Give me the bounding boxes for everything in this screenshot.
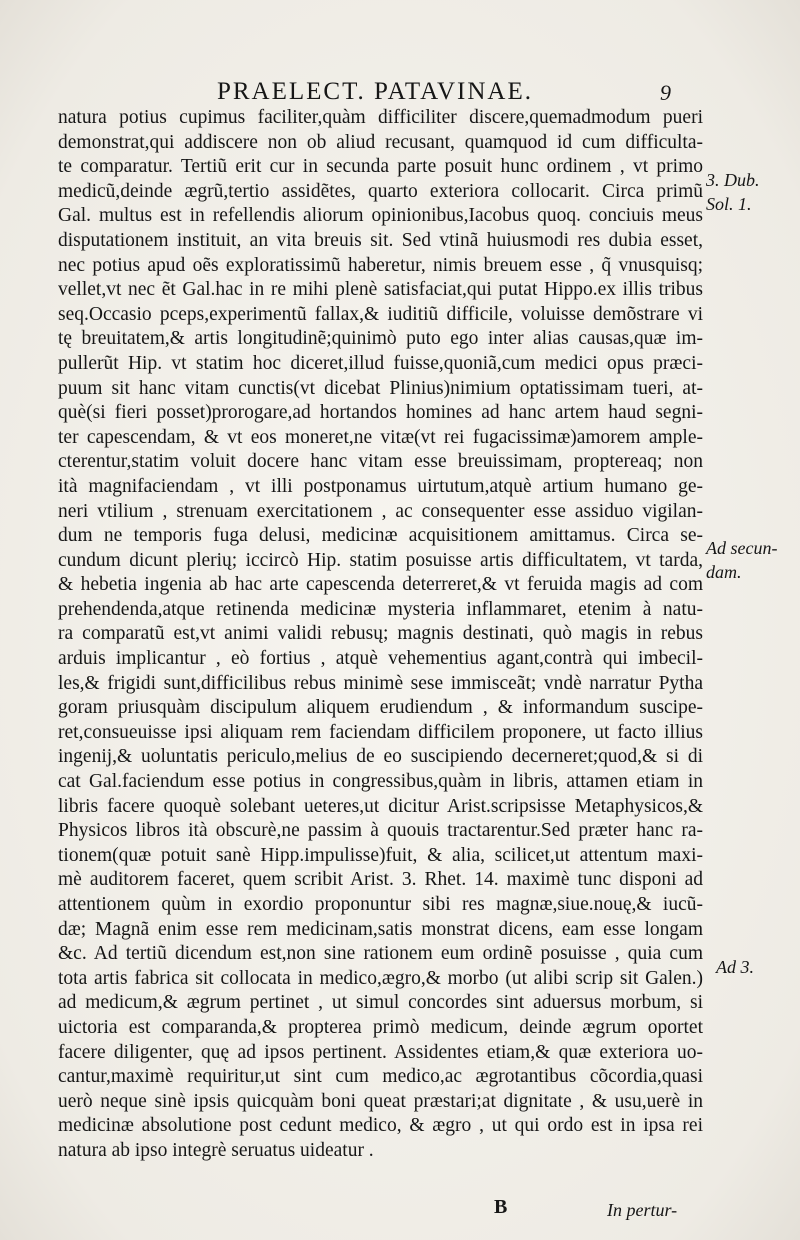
text-line: facere diligenter, quę ad ipsos pertinent. Assidentes etiam,& quæ exteriora uo- [58,1041,703,1063]
text-line: natura ab ipso integrè seruatus uideatur . [58,1139,374,1161]
text-line: cantur,maximè requiritur,ut sint cum medico,ac ægrotantibus cõcordia,quasi [58,1066,703,1088]
margin-note-ad-secundam-2: dam. [706,562,742,582]
page-number: 9 [660,80,671,105]
text-line: tionem(quæ potuit sanè Hipp.impulisse)fuit, & alia, scilicet,ut attentum maxi- [58,844,703,866]
text-line: dæ; Magnã enim esse rem medicinam,satis monstrat dicens, eam esse longam [58,918,703,940]
text-line: dum ne temporis fuga delusi, medicinæ acquisitionem amittamus. Circa se- [58,525,703,547]
text-line: arduis implicantur , eò fortius , atquè vehementius agant,contrà qui imbecil- [58,648,703,670]
text-line: attentionem quùm in exordio proponuntur sibi res magnæ,siue.nouę,& iucũ- [58,894,703,915]
margin-note-dub: 3. Dub. [706,170,760,190]
text-line: libris facere quoquè solebant ueteres,ut dicitur Arist.scripsisse Metaphysicos,& [58,795,703,817]
text-line: neri vtilium , strenuam exercitationem , ac consequenter esse assiduo vigilan- [58,500,703,522]
running-head: PRAELECT. PATAVINAE. [216,78,534,105]
margin-note-ad-secundam-1: Ad secun- [706,538,778,558]
text-line: disputationem instituit, an vita breuis sit. Sed vtinã huiusmodi res dubia esset, [58,229,703,251]
text-line: ad medicum,& ægrum pertinet , ut simul concordes sint aduersus morbum, si [58,992,703,1014]
margin-note-ad-3: Ad 3. [716,957,754,977]
body-text [58,106,703,1164]
catchword: In pertur- [607,1200,678,1220]
text-line: ità magnifaciendam , vt illi postponamus uirtutum,atquè artium humano ge- [58,475,703,497]
text-line: & hebetia ingenia ab hac arte capescenda deterreret,& vt feruida magis ad com [58,574,703,596]
text-line: medicinæ absolutione post cedunt medico, & ægro , ut qui ordo est in ipsa rei [58,1115,703,1137]
text-line: seq.Occasio pceps,experimentũ fallax,& iuditiũ difficile, voluisse demõstrare vi [58,303,703,325]
text-line: tę breuitatem,& artis longitudinẽ;quinimò puto ego inter alias causas,quæ im- [58,328,703,350]
text-line: les,& frigidi sunt,difficilibus rebus minimè sese immisceãt; vndè narratur Pytha [58,672,703,694]
text-line: medicũ,deinde ægrũ,tertio assidẽtes, quarto exteriora collocarit. Circa primũ [58,180,703,202]
text-line: mè auditorem faceret, quem scribit Arist. 3. Rhet. 14. maximè tunc disponi ad [58,869,703,891]
text-line: goram priusquàm discipulum aliquem erudiendum , & informandum suscipe- [58,697,703,719]
text-line: natura potius cupimus faciliter,quàm difficiliter discere,quemadmodum pueri [58,107,703,128]
text-line: cundum dicunt plerių; iccircò Hip. statim posuisse artis difficultatem, vt tarda, [58,549,703,571]
text-line: tota artis fabrica sit collocata in medico,ægro,& morbo (ut alibi scrip sit Galen.) [58,967,703,989]
text-line: ter capescendam, & vt eos moneret,ne vitæ(vt rei fugacissimæ)amorem ample- [58,426,703,448]
text-line: cat Gal.faciendum esse potius in congressibus,quàm in libris, attamen etiam in [58,771,703,793]
text-line: Physicos libros ità obscurè,ne passim à quouis tractarentur.Sed præter hanc ra- [58,820,703,842]
text-line: demonstrat,qui addiscere non ob aliud recusant, quamquod id cum difficulta- [58,131,703,153]
text-line: què(si fieri posset)prorogare,ad hortandos homines ad hanc artem haud segni- [58,402,703,424]
text-line: cterentur,statim voluit docere hanc vitam esse breuissimam, proptereaq; non [58,451,703,473]
text-line: ret,consueuisse ipsi aliquam rem faciendam difficilem proponere, ut facto illius [58,721,703,743]
text-line: te comparatur. Tertiũ erit cur in secunda parte posuit hunc ordinem , vt primo [58,156,703,178]
margin-note-sol: Sol. 1. [706,194,752,214]
text-line: &c. Ad tertiũ dicendum est,non sine rationem eum ordinẽ posuisse , quia cum [58,943,703,965]
text-line: puum sit hanc vitam cunctis(vt dicebat Plinius)nimium optatissimam tueri, at- [58,377,703,399]
text-line: prehendenda,atque retinenda medicinæ mysteria inflammaret, etenim à natu- [58,598,703,620]
signature-mark: B [494,1196,508,1218]
text-line: ingenij,& uoluntatis periculo,melius de eo suscipiendo decerneret;quod,& si di [58,746,703,768]
text-line: nec potius apud oẽs exploratissimũ haberetur, nimis breuem esse , q̃ vnusquisq; [58,254,703,276]
text-line: uictoria est comparanda,& propterea primò medicum, deinde ægrum oportet [58,1016,703,1038]
text-line: vellet,vt nec ẽt Gal.hac in re mihi plenè satisfaciat,qui putat Hippo.ex illis tribus [58,279,703,301]
text-line: ra comparatũ est,vt animi validi rebusų; magnis destinati, quò magis in rebus [58,623,703,645]
text-line: pullerũt Hip. vt statim hoc diceret,illud fuisse,quoniã,cum medici opus præci- [58,352,703,374]
text-line: uerò neque sinè ipsis quicquàm boni queat præstari;at dignitate , & usu,uerè in [58,1090,703,1112]
text-line: Gal. multus est in refellendis aliorum opinionibus,Iacobus quoq. conciuis meus [58,205,703,227]
